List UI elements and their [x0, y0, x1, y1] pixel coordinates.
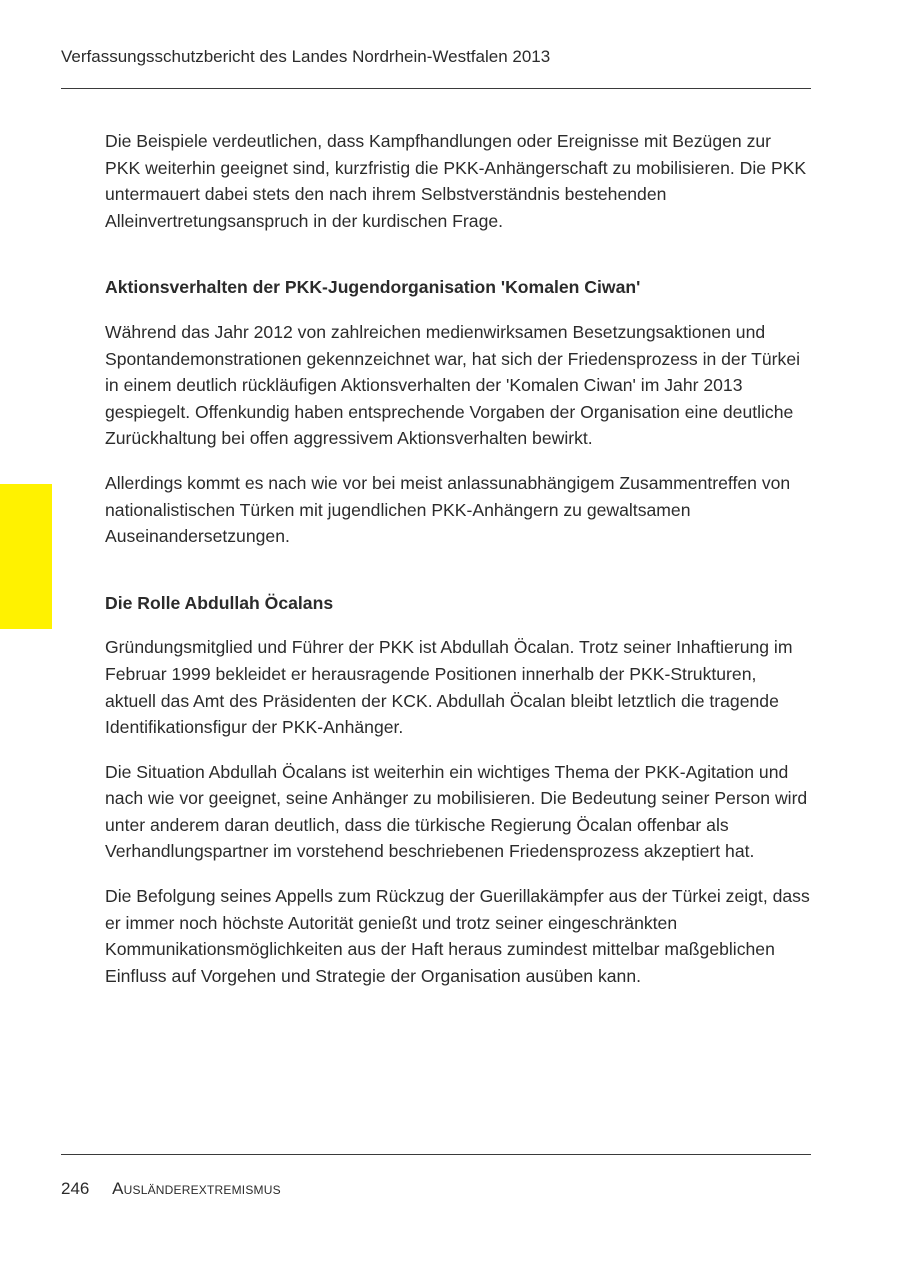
paragraph: Die Befolgung seines Appells zum Rückzug der Guerillakämpfer aus der Türkei zeigt, dass er immer noch höchste Autorität genießt und trotz seiner eingeschränkten Kommunikationsmöglichkeiten aus der Haft heraus zumindest mittelbar maßgeblichen Einfluss auf Vorgehen und Strategie der Organisation ausüben kann. [105, 886, 810, 986]
page-footer [61, 1178, 281, 1200]
paragraph: Die Situation Abdullah Öcalans ist weiterhin ein wichtiges Thema der PKK-Agitation und nach wie vor geeignet, seine Anhänger zu mobilisieren. Die Bedeutung seiner Person wird unter anderem daran deutlich, dass die türkische Regierung Öcalan offenbar als Verhandlungspartner im vorstehend beschriebenen Friedensprozess akzeptiert hat. [105, 761, 808, 862]
main-content [105, 128, 811, 1007]
section-heading-oecalan: Die Rolle Abdullah Öcalans [105, 592, 334, 613]
paragraph: Allerdings kommt es nach wie vor bei meist anlassunabhängigem Zusammentreffen von nationalistischen Türken mit jugendlichen PKK-Anhängern zu gewaltsamen Auseinandersetzungen. [105, 472, 791, 547]
paragraph: Gründungsmitglied und Führer der PKK ist Abdullah Öcalan. Trotz seiner Inhaftierung im Februar 1999 bekleidet er herausragende Positionen innerhalb der PKK-Strukturen, aktuell das Amt des Präsidenten der KCK. Abdullah Öcalan bleibt letztlich die tragende Identifikationsfigur der PKK-Anhänger. [105, 637, 793, 738]
chapter-marker-tab [0, 484, 52, 629]
paragraph: Während das Jahr 2012 von zahlreichen medienwirksamen Besetzungsaktionen und Spontandemonstrationen gekennzeichnet war, hat sich der Friedensprozess in der Türkei in einem deutlich rückläufigen Aktionsverhalten der 'Komalen Ciwan' im Jahr 2013 gespiegelt. Offenkundig haben entsprechende Vorgaben der Organisation eine deutliche Zurückhaltung bei offen aggressivem Aktionsverhalten bewirkt. [105, 321, 801, 449]
footer-divider [61, 1154, 811, 1155]
footer-section-name: Ausländerextremismus [112, 1179, 281, 1198]
intro-paragraph: Die Beispiele verdeutlichen, dass Kampfhandlungen oder Ereignisse mit Bezügen zur PKK weiterhin geeignet sind, kurzfristig die PKK-Anhängerschaft zu mobilisieren. Die PKK untermauert dabei stets den nach ihrem Selbstverständnis bestehenden Alleinvertretungsanspruch in der kurdischen Frage. [105, 131, 807, 231]
page-number: 246 [61, 1179, 90, 1198]
header-divider [61, 88, 811, 89]
section-heading-komalen-ciwan: Aktionsverhalten der PKK-Jugendorganisation 'Komalen Ciwan' [105, 277, 641, 298]
running-header-title: Verfassungsschutzbericht des Landes Nordrhein-Westfalen 2013 [61, 47, 551, 66]
